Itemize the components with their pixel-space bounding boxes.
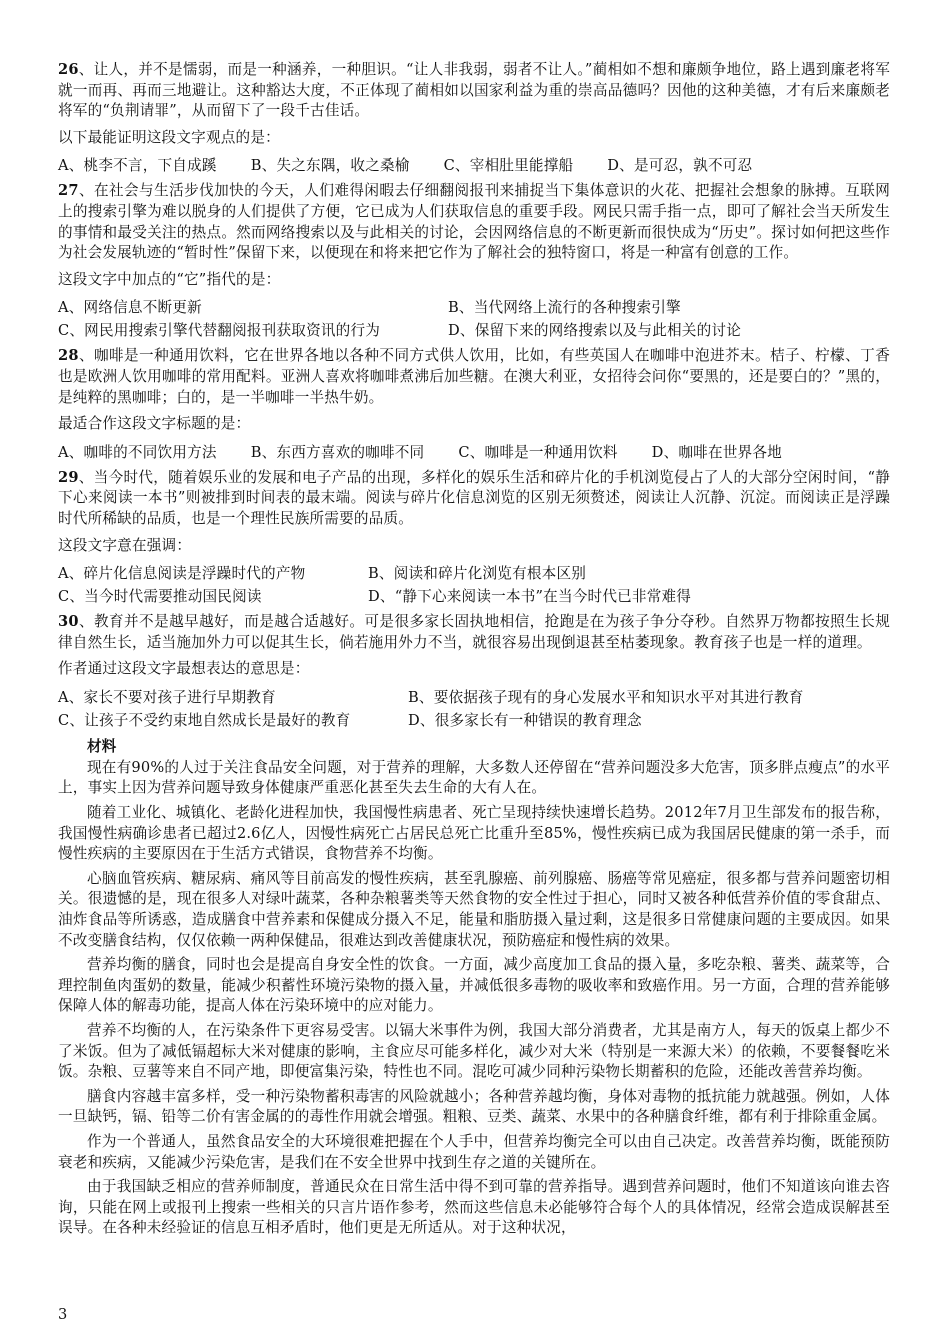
question-stem: 以下最能证明这段文字观点的是： — [58, 128, 280, 146]
option-b: B、要依据孩子现有的身心发展水平和知识水平对其进行教育 — [408, 688, 804, 706]
document-page — [58, 60, 890, 1243]
question-stem: 作者通过这段文字最想表达的意思是： — [58, 660, 310, 678]
option-b: B、东西方喜欢的咖啡不同 — [250, 443, 425, 461]
question-stem: 这段文字意在强调： — [58, 536, 192, 554]
question-number: 28 — [58, 347, 79, 365]
question-27 — [58, 181, 890, 342]
option-c: C、让孩子不受约束地自然成长是最好的教育 — [58, 711, 351, 729]
material-paragraph: 营养不均衡的人，在污染条件下更容易受害。以镉大米事件为例，我国大部分消费者，尤其是南方人，每天的饭桌上都少不了米饭。但为了减低镉超标大米对健康的影响，主食应尽可能多样化，减少对大米（特别是一来源大米）的依赖，不要餐餐吃米饭。杂粮、豆薯等来自不同产地，即便富集污染，特性也不同。混吃可减少同种污染物长期蓄积的危险，还能改善营养均衡。 — [58, 1022, 890, 1081]
question-26 — [58, 60, 890, 177]
option-b: B、阅读和碎片化浏览有根本区别 — [368, 565, 587, 583]
question-text: 27、在社会与生活步伐加快的今天，人们难得闲暇去仔细翻阅报刊来捕捉当下集体意识的火花、把握社会想象的脉搏。互联网上的搜索引擎为难以脱身的人们提供了方便，它已成为人们获取信息的重要手段。网民只需手指一点，即可了解社会当天所发生的事情和最受关注的热点。然而网络搜索以及与此相关的讨论，会因网络信息的不断更新而很快成为“历史”。探讨如何把这些作为社会发展轨迹的“暂时性”保留下来，以便现在和将来把它作为了解社会的独特窗口，将是一种富有创意的工作。 — [58, 182, 890, 262]
question-stem: 最适合作这段文字标题的是： — [58, 415, 251, 433]
question-number: 26 — [58, 61, 79, 78]
question-text: 26、让人，并不是懦弱，而是一种涵养，一种胆识。“让人非我弱，弱者不让人。”蔺相如不想和廉颇争地位，路上遇到廉老将军就一而再、再而三地避让。这种豁达大度，不正体现了蔺相如以国家利益为重的崇高品德吗？因他的这种美德，才有后来廉颇老将军的“负荆请罪”，从而留下了一段千古佳话。 — [58, 61, 890, 120]
page-number: 3 — [58, 1306, 68, 1323]
question-text: 28、咖啡是一种通用饮料，它在世界各地以各种不同方式供人饮用，比如，有些英国人在咖啡中泡进芥末。桔子、柠檬、丁香也是欧洲人饮用咖啡的常用配料。亚洲人喜欢将咖啡煮沸后加些糖。在澳大利亚，女招待会问你“要黑的，还是要白的？”黑的，是纯粹的黑咖啡；白的，是一半咖啡一半热牛奶。 — [58, 347, 890, 406]
options — [58, 154, 890, 177]
material-paragraph: 膳食内容越丰富多样，受一种污染物蓄积毒害的风险就越小；各种营养越均衡，身体对毒物的抵抗能力就越强。例如，人体一旦缺钙，镉、铅等二价有害金属的的毒性作用就会增强。粗粮、豆类、蔬菜、水果中的各种膳食纤维，都有利于排除重金属。 — [58, 1087, 890, 1126]
material-paragraph: 由于我国缺乏相应的营养师制度，普通民众在日常生活中得不到可靠的营养指导。遇到营养问题时，他们不知道该向谁去咨询，只能在网上或报刊上搜索一些相关的只言片语作参考，然而这些信息未必能够符合每个人的具体情况，经常会造成误解甚至误导。在各种未经验证的信息互相矛盾时，他们更是无所适从。对于这种状况， — [58, 1178, 890, 1237]
question-number: 30 — [58, 613, 79, 631]
option-c: C、当今时代需要推动国民阅读 — [58, 588, 262, 606]
question-text: 30、教育并不是越早越好，而是越合适越好。可是很多家长固执地相信，抢跑是在为孩子争分夺秒。自然界万物都按照生长规律自然生长，适当施加外力可以促其生长，倘若施用外力不当，就很容易出现倒退甚至枯萎现象。教育孩子也是一样的道理。 — [58, 613, 890, 651]
option-d: D、保留下来的网络搜索以及与此相关的讨论 — [448, 322, 741, 340]
option-a: A、桃李不言，下自成蹊 — [58, 157, 217, 175]
option-a: A、碎片化信息阅读是浮躁时代的产物 — [58, 565, 306, 583]
question-30 — [58, 612, 890, 732]
options — [58, 562, 890, 608]
options — [58, 686, 890, 732]
question-stem: 这段文字中加点的“它”指代的是： — [58, 270, 281, 288]
material-paragraph: 营养均衡的膳食，同时也会是提高自身安全性的饮食。一方面，减少高度加工食品的摄入量，多吃杂粮、薯类、蔬菜等，合理控制鱼肉蛋奶的数量，能减少积蓄性环境污染物的摄入量，并减低很多毒物的吸收率和致癌作用。另一方面，合理的营养能够保障人体的解毒功能，提高人体在污染环境中的应对能力。 — [58, 956, 890, 1015]
question-number: 29 — [58, 468, 79, 486]
option-a: A、咖啡的不同饮用方法 — [58, 443, 217, 461]
question-29 — [58, 468, 890, 608]
options — [58, 441, 890, 464]
option-d: D、“静下心来阅读一本书”在当今时代已非常难得 — [368, 588, 692, 606]
option-b: B、失之东隅，收之桑榆 — [250, 157, 410, 175]
option-c: C、网民用搜索引擎代替翻阅报刊获取资讯的行为 — [58, 322, 381, 340]
question-text: 29、当今时代，随着娱乐业的发展和电子产品的出现，多样化的娱乐生活和碎片化的手机浏览侵占了人的大部分空闲时间，“静下心来阅读一本书”则被排到时间表的最末端。阅读与碎片化信息浏览的区别无须赘述，阅读让人沉静、沉淀。而阅读正是浮躁时代所稀缺的品质，也是一个理性民族所需要的品质。 — [58, 468, 890, 527]
option-d: D、很多家长有一种错误的教育理念 — [408, 711, 642, 729]
option-b: B、当代网络上流行的各种搜索引擎 — [448, 299, 681, 317]
material-paragraph: 心脑血管疾病、糖尿病、痛风等目前高发的慢性疾病，甚至乳腺癌、前列腺癌、肠癌等常见癌症，很多都与营养问题密切相关。很遗憾的是，现在很多人对绿叶蔬菜，各种杂粮薯类等天然食物的安全性过于担心，同时又被各种低营养价值的零食甜点、油炸食品等所诱惑，造成膳食中营养素和保健成分摄入不足，能量和脂肪摄入量过剩，这是很多日常健康问题的主要成因。如果不改变膳食结构，仅仅依赖一两种保健品，很难达到改善健康状况，预防癌症和慢性病的效果。 — [58, 869, 890, 949]
material-title: 材料 — [87, 737, 117, 755]
material-paragraph: 现在有90%的人过于关注食品安全问题，对于营养的理解，大多数人还停留在“营养问题没多大危害，顶多胖点瘦点”的水平上，事实上因为营养问题导致身体健康严重恶化甚至失去生命的大有人在。 — [58, 758, 890, 797]
option-c: C、宰相肚里能撑船 — [443, 157, 574, 175]
material-paragraph: 作为一个普通人，虽然食品安全的大环境很难把握在个人手中，但营养均衡完全可以由自己决定。改善营养均衡，既能预防衰老和疾病，又能减少污染危害，是我们在不安全世界中找到生存之道的关键所在。 — [58, 1132, 890, 1171]
material-section — [58, 736, 890, 1239]
material-paragraph: 随着工业化、城镇化、老龄化进程加快，我国慢性病患者、死亡呈现持续快速增长趋势。2012年7月卫生部发布的报告称，我国慢性病确诊患者已超过2.6亿人，因慢性病死亡占居民总死亡比重升至85%，慢性疾病已成为我国居民健康的第一杀手，而慢性疾病的主要原因在于生活方式错误，食物营养不均衡。 — [58, 804, 890, 863]
question-number: 27 — [58, 182, 79, 200]
options — [58, 296, 890, 342]
option-a: A、家长不要对孩子进行早期教育 — [58, 688, 276, 706]
option-c: C、咖啡是一种通用饮料 — [458, 443, 618, 461]
option-d: D、咖啡在世界各地 — [651, 443, 782, 461]
question-28 — [58, 346, 890, 463]
option-d: D、是可忍，孰不可忍 — [607, 157, 753, 175]
option-a: A、网络信息不断更新 — [58, 299, 202, 317]
